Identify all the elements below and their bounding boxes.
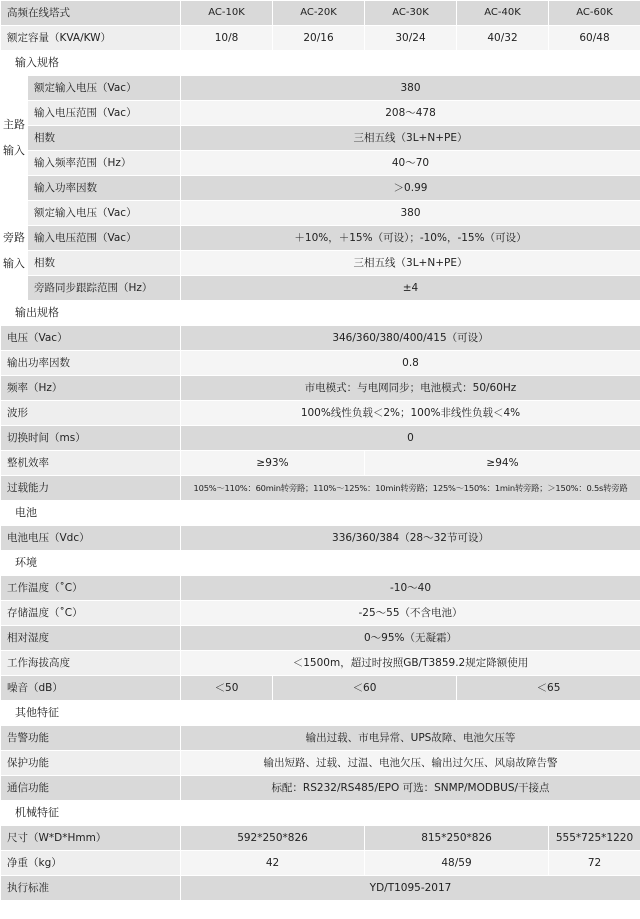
row-label: 执行标准 (1, 876, 181, 901)
bypass-input-side-label: 旁路输入 (1, 201, 28, 301)
row-label: 电池电压（Vdc） (1, 526, 181, 551)
spec-row (1, 601, 640, 626)
spec-row (1, 276, 640, 301)
row-label: 相对湿度 (1, 626, 181, 651)
header-row (1, 1, 640, 26)
row-value: ≥94% (365, 451, 640, 476)
capacity-value: 40/32 (457, 26, 549, 51)
row-label: 告警功能 (1, 726, 181, 751)
spec-row (1, 751, 640, 776)
row-label: 保护功能 (1, 751, 181, 776)
row-value: ＜1500m，超过时按照GB/T3859.2规定降额使用 (181, 651, 640, 676)
row-label: 额定输入电压（Vac） (28, 76, 181, 101)
spec-row (1, 401, 640, 426)
row-label: 相数 (28, 251, 181, 276)
row-value: ＜50 (181, 676, 273, 701)
row-value: -10～40 (181, 576, 640, 601)
capacity-row (1, 26, 640, 51)
spec-row (1, 226, 640, 251)
row-value: 输出过载、市电异常、UPS故障、电池欠压等 (181, 726, 640, 751)
spec-row (1, 826, 640, 851)
row-label: 工作温度（˚C） (1, 576, 181, 601)
row-value: 标配：RS232/RS485/EPO 可选：SNMP/MODBUS/干接点 (181, 776, 640, 801)
row-label: 尺寸（W*D*Hmm） (1, 826, 181, 851)
section-row (1, 801, 640, 826)
spec-row (1, 151, 640, 176)
row-label: 输出功率因数 (1, 351, 181, 376)
row-label: 输入频率范围（Hz） (28, 151, 181, 176)
model-ac40k: AC-40K (457, 1, 549, 26)
spec-row (1, 526, 640, 551)
row-label: 旁路同步跟踪范围（Hz） (28, 276, 181, 301)
section-output: 输出规格 (1, 301, 640, 326)
section-row (1, 551, 640, 576)
row-value: 815*250*826 (365, 826, 549, 851)
row-value: 380 (181, 201, 640, 226)
row-value: 0～95%（无凝霜） (181, 626, 640, 651)
row-value: 0.8 (181, 351, 640, 376)
row-label: 电压（Vac） (1, 326, 181, 351)
row-label: 输入电压范围（Vac） (28, 226, 181, 251)
row-value: ＜60 (273, 676, 457, 701)
row-label: 工作海拔高度 (1, 651, 181, 676)
spec-row (1, 326, 640, 351)
row-label: 噪音（dB） (1, 676, 181, 701)
row-value: ＜65 (457, 676, 640, 701)
row-value: 0 (181, 426, 640, 451)
row-value: 72 (549, 851, 640, 876)
spec-row (1, 376, 640, 401)
main-input-side-label: 主路输入 (1, 76, 28, 201)
row-value: 市电模式：与电网同步；电池模式：50/60Hz (181, 376, 640, 401)
row-value: YD/T1095-2017 (181, 876, 640, 901)
row-value: ＋10%，＋15%（可设）；-10%，-15%（可设） (181, 226, 640, 251)
row-label: 相数 (28, 126, 181, 151)
spec-row (1, 76, 640, 101)
row-value: 592*250*826 (181, 826, 365, 851)
row-value: 555*725*1220 (549, 826, 640, 851)
section-input: 输入规格 (1, 51, 640, 76)
spec-row (1, 851, 640, 876)
row-label: 切换时间（ms） (1, 426, 181, 451)
row-value: 三相五线（3L+N+PE） (181, 251, 640, 276)
spec-row (1, 351, 640, 376)
row-label: 输入电压范围（Vac） (28, 101, 181, 126)
row-value: 48/59 (365, 851, 549, 876)
spec-row (1, 426, 640, 451)
model-ac60k: AC-60K (549, 1, 640, 26)
row-value: 40～70 (181, 151, 640, 176)
row-value: 三相五线（3L+N+PE） (181, 126, 640, 151)
spec-row (1, 676, 640, 701)
section-environment: 环境 (1, 551, 640, 576)
capacity-value: 10/8 (181, 26, 273, 51)
spec-row (1, 176, 640, 201)
spec-row (1, 101, 640, 126)
model-ac10k: AC-10K (181, 1, 273, 26)
spec-row (1, 726, 640, 751)
spec-row (1, 201, 640, 226)
row-label: 通信功能 (1, 776, 181, 801)
row-value: 336/360/384（28～32节可设） (181, 526, 640, 551)
row-value: -25～55（不含电池） (181, 601, 640, 626)
section-row (1, 301, 640, 326)
row-value: 100%线性负载＜2%；100%非线性负载＜4% (181, 401, 640, 426)
section-battery: 电池 (1, 501, 640, 526)
section-row (1, 51, 640, 76)
section-mechanical: 机械特征 (1, 801, 640, 826)
spec-row (1, 651, 640, 676)
row-label: 净重（kg） (1, 851, 181, 876)
model-ac20k: AC-20K (273, 1, 365, 26)
spec-row (1, 451, 640, 476)
spec-row (1, 876, 640, 901)
row-label: 整机效率 (1, 451, 181, 476)
model-ac30k: AC-30K (365, 1, 457, 26)
row-value: 380 (181, 76, 640, 101)
row-label: 频率（Hz） (1, 376, 181, 401)
section-row (1, 501, 640, 526)
row-label: 过载能力 (1, 476, 181, 501)
row-value: 42 (181, 851, 365, 876)
row-label: 额定输入电压（Vac） (28, 201, 181, 226)
spec-row (1, 626, 640, 651)
spec-row (1, 576, 640, 601)
section-other: 其他特征 (1, 701, 640, 726)
row-value: ＞0.99 (181, 176, 640, 201)
spec-row (1, 126, 640, 151)
row-label: 输入功率因数 (28, 176, 181, 201)
spec-row (1, 476, 640, 501)
row-label: 存储温度（˚C） (1, 601, 181, 626)
row-value: 346/360/380/400/415（可设） (181, 326, 640, 351)
row-value: 105%～110%：60min转旁路；110%～125%：10min转旁路；125%～150%：1min转旁路；＞150%：0.5s转旁路 (181, 476, 640, 501)
capacity-value: 30/24 (365, 26, 457, 51)
spec-row (1, 776, 640, 801)
section-row (1, 701, 640, 726)
row-value: ±4 (181, 276, 640, 301)
capacity-value: 20/16 (273, 26, 365, 51)
row-value: 输出短路、过载、过温、电池欠压、输出过欠压、风扇故障告警 (181, 751, 640, 776)
row-value: ≥93% (181, 451, 365, 476)
row-value: 208～478 (181, 101, 640, 126)
series-title: 高频在线塔式 (1, 1, 181, 26)
row-label: 额定容量（KVA/KW） (1, 26, 181, 51)
capacity-value: 60/48 (549, 26, 640, 51)
spec-row (1, 251, 640, 276)
row-label: 波形 (1, 401, 181, 426)
